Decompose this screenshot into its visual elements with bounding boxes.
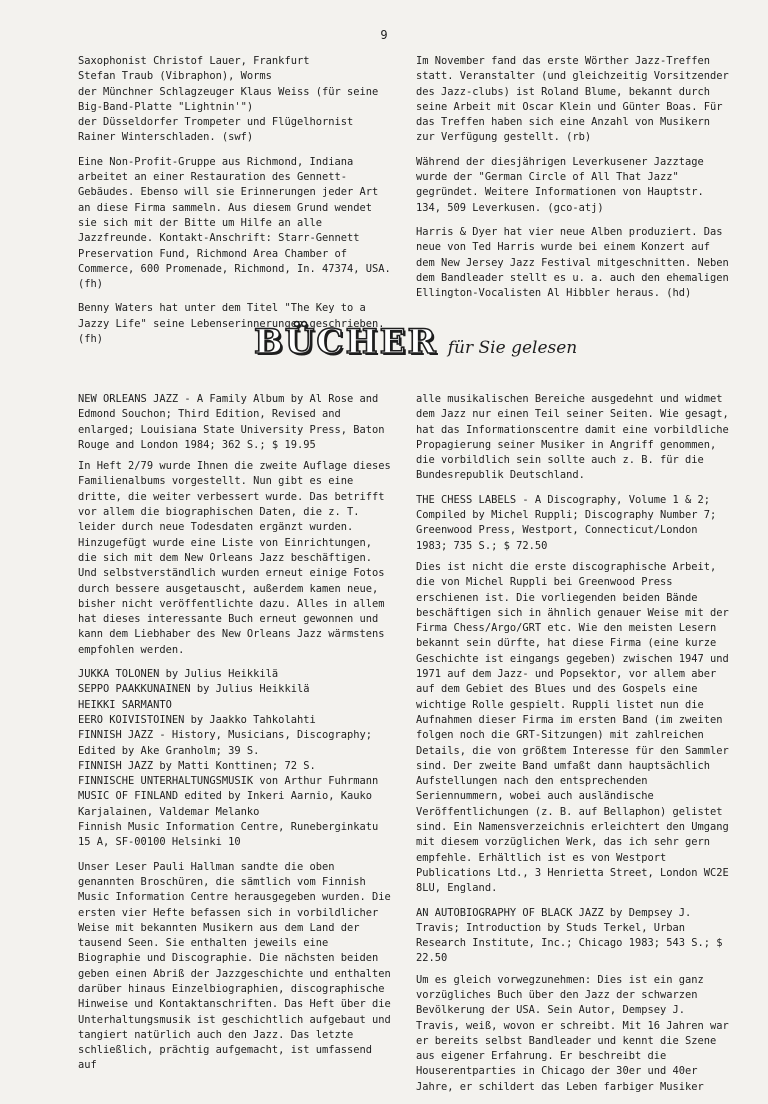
- review-new-orleans-jazz: In Heft 2/79 wurde Ihnen die zweite Auflage dieses Familienalbums vorgestellt. Nun gibt es eine dritte, die weiter verbessert wurde. Das betrifft vor allem die biographischen Daten, die z. T. leider durch neue Todesdaten ergänzt wurden. Hinzugefügt wurde eine Liste von Einrichtungen, die sich mit dem New Orleans Jazz beschäftigen. Und selbstverständlich wurden erneut einige Fotos durch bessere ausgetauscht, außerdem kamen neue, bisher nicht veröffentlichte dazu. Alles in allem hat dieses interessante Buch erneut gewonnen und kann dem Liebhaber des New Orleans Jazz wärmstens empfohlen werden.: [78, 460, 391, 656]
- review-finnish-continued: alle musikalischen Bereiche ausgedehnt und widmet dem Jazz nur einen Teil seiner Seiten. Wie gesagt, hat das Informationscentre damit eine vorbildliche Propagierung seiner Musiker in Angriff genommen, die vorbildlich sein sollte auch z. B. für die Bundesrepublik Deutschland.: [416, 393, 729, 482]
- top-right-column: [416, 54, 734, 310]
- review-black-jazz: Um es gleich vorwegzunehmen: Dies ist ein ganz vorzügliches Buch über den Jazz der schwarzen Bevölkerung der USA. Sein Autor, Dempsey J. Travis, weiß, wovon er schreibt. Mit 16 Jahren war er bereits selbst Bandleader und kennt die Szene aus eigener Erfahrung. Er beschreibt die Houserentparties in Chicago der 30er und 40er Jahre, er schildert das Leben farbiger Musiker: [416, 973, 729, 1093]
- top-left-column: [78, 54, 396, 356]
- paragraph-benny-waters: Benny Waters hat unter dem Titel "The Key to a Jazzy Life" seine Lebenserinnerungen geschrieben. (fh): [78, 302, 385, 346]
- page-number: 9: [380, 28, 388, 42]
- bottom-left-column: [78, 392, 396, 1083]
- bottom-right-column: [416, 392, 734, 1104]
- paragraph-leverkusen: Während der diesjährigen Leverkusener Jazztage wurde der "German Circle of All That Jazz" gegründet. Weitere Informationen von Hauptstr. 134, 509 Leverkusen. (gco-atj): [416, 155, 704, 214]
- paragraph-harris-dyer: Harris & Dyer hat vier neue Alben produziert. Das neue von Ted Harris wurde bei einem Konzert auf dem New Jersey Jazz Festival mitgeschnitten. Neben dem Bandleader stellt es u. a. auch den ehemaligen Ellington-Vocalisten Al Hibbler heraus. (hd): [416, 225, 729, 300]
- heading-script: für Sie gelesen: [447, 338, 578, 358]
- book-entry-chess-labels: THE CHESS LABELS - A Discography, Volume 1 & 2; Compiled by Michel Ruppli; Discography Number 7; Greenwood Press, Westport, Connecticut/London 1983; 735 S.; $ 72.50: [416, 493, 717, 552]
- review-chess-labels: Dies ist nicht die erste discographische Arbeit, die von Michel Ruppli bei Greenwood Press erschienen ist. Die vorliegenden beiden Bände beschäftigen sich in ähnlich genauer Weise mit der Firma Chess/Argo/GRT etc. Wie den meisten Lesern bekannt sein dürfte, hat diese Firma (eine kurze Geschichte ist eingangs gegeben) zwischen 1947 und 1971 auf dem Jazz- und Popsektor, vor allem aber auf dem Gebiet des Blues und des Gospels eine wichtige Rolle gespielt. Ruppli listet nun die Aufnahmen dieser Firma im ersten Band (im zweiten folgen noch die GRT-Sitzungen) mit zahlreichen Details, die von größtem Interesse für den Sammler sind. Der zweite Band umfaßt dann hauptsächlich Aufstellungen nach den entsprechenden Seriennummern, wobei auch ausländische Veröffentlichungen (z. B. auf Bellaphon) gelistet sind. Ein Namensverzeichnis erleichtert den Umgang mit diesem vorzüglichen Werk, das ich sehr gern empfehle. Erhältlich ist es von Westport Publications Ltd., 3 Henrietta Street, London WC2E 8LU, England.: [416, 560, 729, 895]
- review-finnish-brochures: Unser Leser Pauli Hallman sandte die oben genannten Broschüren, die sämtlich vom Finnish Music Information Centre herausgegeben wurden. Die ersten vier Hefte befassen sich in vorbildlicher Weise mit bekannten Musikern aus dem Land der tausend Seen. Sie enthalten jeweils eine Biographie und Discographie. Die nächsten beiden geben einen Abriß der Jazzgeschichte und enthalten darüber hinaus Einzelbiographien, discographische Hinweise und Kontaktanschriften. Das Heft über die Unterhaltungsmusik ist geschichtlich aufgebaut und tangiert natürlich auch den Jazz. Das letzte schließlich, prächtig aufgemacht, ist umfassend auf: [78, 860, 391, 1072]
- heading-main: BÜCHER: [254, 322, 438, 362]
- book-list-finnish: JUKKA TOLONEN by Julius Heikkilä SEPPO PAAKKUNAINEN by Julius Heikkilä HEIKKI SARMANTO EERO KOIVISTOINEN by Jaakko Tahkolahti FINNISH JAZZ - History, Musicians, Discography; Edited by Ake Granholm; 39 S. FINNISH JAZZ by Matti Konttinen; 72 S. FINNISCHE UNTERHALTUNGSMUSIK von Arthur Fuhrmann MUSIC OF FINLAND edited by Inkeri Aarnio, Kauko Karjalainen, Valdemar Melanko Finnish Music Information Centre, Runeberginkatu 15 A, SF-00100 Helsinki 10: [78, 668, 379, 849]
- paragraph-gennett: Eine Non-Profit-Gruppe aus Richmond, Indiana arbeitet an einer Restauration des Gennett-Gebäudes. Ebenso will sie Erinnerungen jeder Art an diese Firma sammeln. Aus diesem Grund wendet sie sich mit der Bitte um Hilfe an alle Jazzfreunde. Kontakt-Anschrift: Starr-Gennett Preservation Fund, Richmond Area Chamber of Commerce, 600 Promenade, Richmond, In. 47374, USA. (fh): [78, 155, 391, 291]
- book-entry-new-orleans-jazz: NEW ORLEANS JAZZ - A Family Album by Al Rose and Edmond Souchon; Third Edition, Revised and enlarged; Louisiana State University Press, Baton Rouge and London 1984; 362 S.; $ 19.95: [78, 393, 385, 451]
- section-heading: [254, 322, 584, 372]
- book-entry-black-jazz: AN AUTOBIOGRAPHY OF BLACK JAZZ by Dempsey J. Travis; Introduction by Studs Terkel, Urban Research Institute, Inc.; Chicago 1983; 543 S.; $ 22.50: [416, 906, 723, 965]
- paragraph-honorees: Saxophonist Christof Lauer, Frankfurt Stefan Traub (Vibraphon), Worms der Münchner Schlagzeuger Klaus Weiss (für seine Big-Band-Platte "Lightnin'") der Düsseldorfer Trompeter und Flügelhornist Rainer Winterschladen. (swf): [78, 55, 379, 144]
- paragraph-woerther-jazz: Im November fand das erste Wörther Jazz-Treffen statt. Veranstalter (und gleichzeitig Vorsitzender des Jazz-clubs) ist Roland Blume, bekannt durch seine Arbeit mit Oscar Klein und Günter Boas. Für das Treffen haben sich eine Anzahl von Musikern zur Verfügung gestellt. (rb): [416, 55, 729, 144]
